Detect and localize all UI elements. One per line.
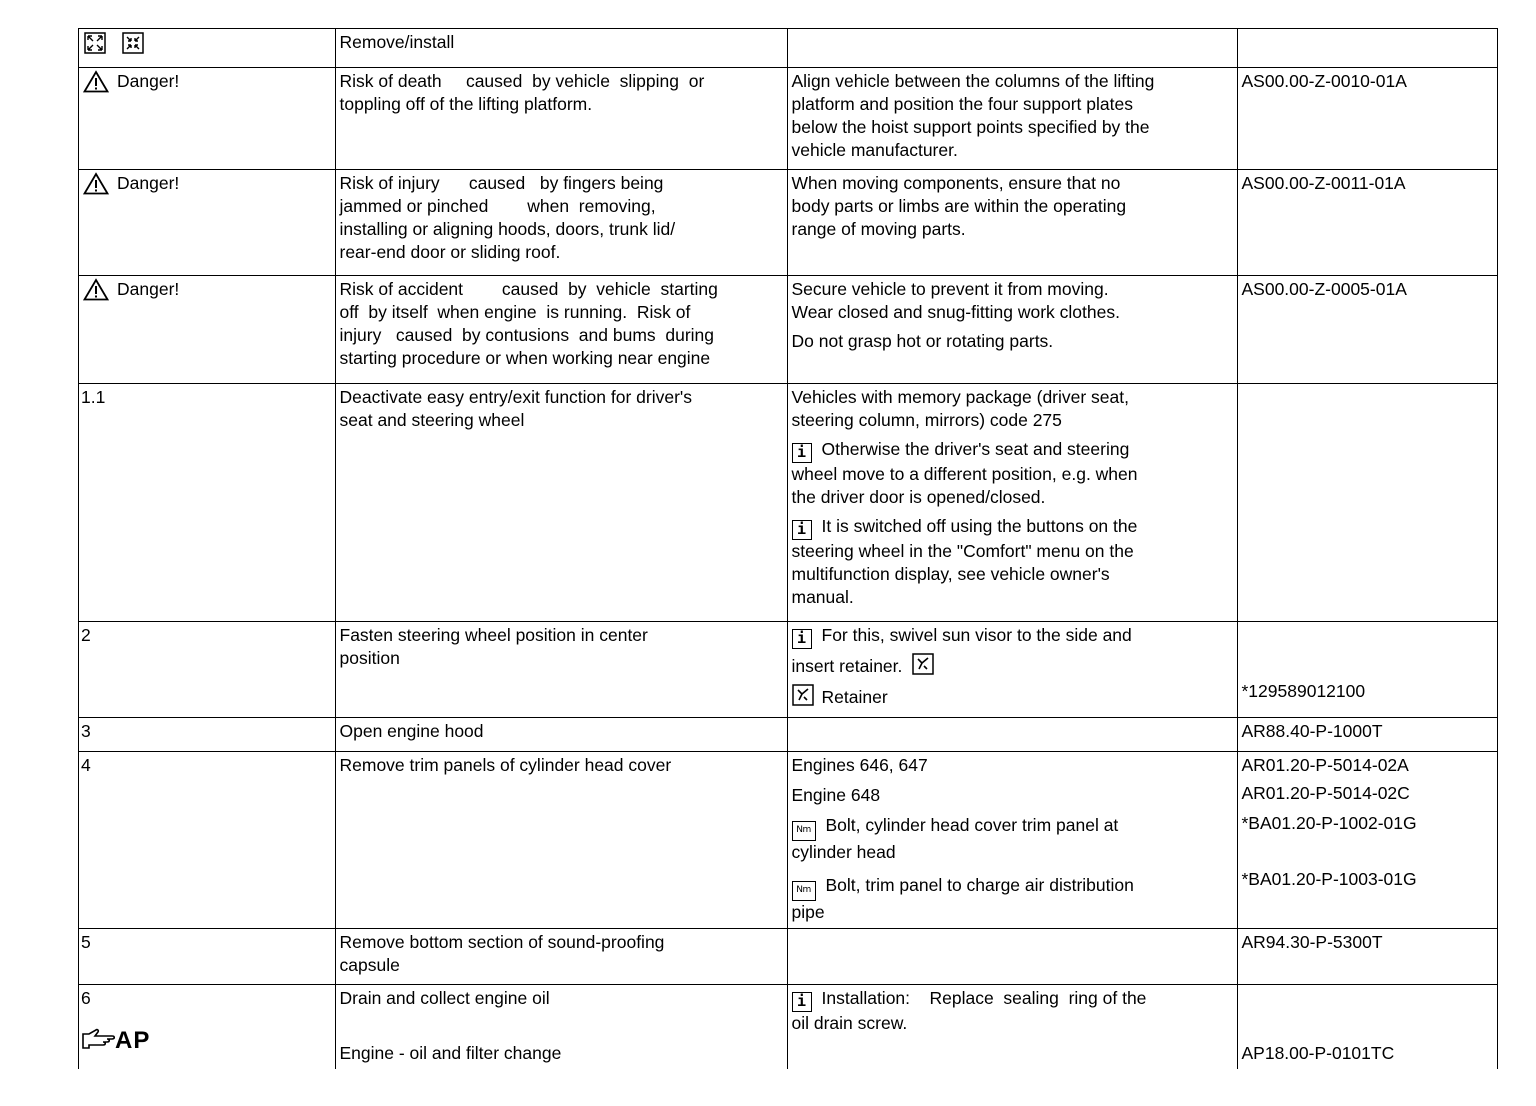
info-icon: i [792, 520, 812, 540]
special-tool-icon [792, 684, 814, 706]
special-tool-icon [912, 653, 934, 675]
ref-code[interactable]: AP18.00-P-0101TC [1241, 1043, 1395, 1063]
remove-install-icon [83, 31, 145, 55]
info-icon: i [792, 443, 812, 463]
header-title: Remove/install [335, 29, 787, 68]
danger-row: Danger! Risk of death caused by vehicle slipping or toppling off of the lifting platform. Align vehicle between the columns of the lifting platform and position the four support plates below the hoist support points specified by the vehicle manufacturer. AS00.00-Z-0010-01A [79, 68, 1497, 170]
torque-nm-icon: Nm [792, 821, 816, 841]
danger-label: Danger! [117, 71, 180, 91]
danger-label: Danger! [117, 279, 180, 299]
step-number: 4 [79, 752, 335, 929]
ref-code[interactable]: AR94.30-P-5300T [1237, 929, 1497, 985]
step-row: 1.1 Deactivate easy entry/exit function for driver's seat and steering wheel Vehicles with memory package (driver seat, steering column, mirrors) code 275 i Otherwise the driver's seat and steering wheel move to a different position, e.g. when the driver door is opened/closed. i It is switched off using the buttons on the steering wheel in the "Comfort" menu on the multifunction display, see vehicle owner's manual. [79, 384, 1497, 622]
danger-row: Danger! Risk of accident caused by vehicle starting off by itself when engine is running. Risk of injury caused by contusions and bums during starting procedure or when working near engine Secure vehicle to prevent it from moving. Wear closed and snug-fitting work clothes. Do not grasp hot or rotating parts. AS00.00-Z-0005-01A [79, 276, 1497, 384]
ref-code[interactable]: AS00.00-Z-0010-01A [1237, 68, 1497, 170]
info-icon: i [792, 629, 812, 649]
warning-triangle-icon [83, 172, 109, 195]
step-number: 5 [79, 929, 335, 985]
remove-install-icons [79, 29, 335, 68]
header-row [79, 29, 1497, 68]
procedure-table [78, 28, 1498, 1069]
ref-code[interactable]: AS00.00-Z-0005-01A [1237, 276, 1497, 384]
step-number: 6 [81, 988, 91, 1008]
ref-code[interactable]: AR01.20-P-5014-02C [1241, 783, 1410, 803]
warning-triangle-icon [83, 70, 109, 93]
step-row: 4 Remove trim panels of cylinder head cover Engines 646, 647 Engine 648 Nm Bolt, cylinder head cover trim panel at cylinder head Nm Bolt, trim panel to charge air distribution pipe AR01.20-P-5014-02A AR01.20-P-5014-02C *BA01.20-P-1002-01G *BA01.20-P-1003-01G [79, 752, 1497, 929]
step-row: 2 Fasten steering wheel position in center position i For this, swivel sun visor to the side and insert retainer. Retainer *129589012100 [79, 622, 1497, 718]
pointing-hand-icon [81, 1028, 115, 1050]
step-row: 3 Open engine hood AR88.40-P-1000T [79, 718, 1497, 752]
ref-code[interactable]: AR88.40-P-1000T [1237, 718, 1497, 752]
ref-code[interactable]: *BA01.20-P-1003-01G [1241, 869, 1417, 889]
ap-label: AP [115, 1027, 151, 1054]
warning-triangle-icon [83, 278, 109, 301]
tool-number[interactable]: *129589012100 [1241, 681, 1366, 701]
danger-row: Danger! Risk of injury caused by fingers being jammed or pinched when removing, installing or aligning hoods, doors, trunk lid/ rear-end door or sliding roof. When moving components, ensure that no body parts or limbs are within the operating range of moving parts. AS00.00-Z-0011-01A [79, 170, 1497, 276]
info-icon: i [792, 992, 812, 1012]
step-number: 2 [79, 622, 335, 718]
step-number: 3 [79, 718, 335, 752]
step-number: 1.1 [79, 384, 335, 622]
step-row: 5 Remove bottom section of sound-proofing capsule AR94.30-P-5300T [79, 929, 1497, 985]
torque-nm-icon: Nm [792, 881, 816, 901]
step-row: 6 AP Drain and collect engine oil Engine - oil and filter change i Installation: Replace sealing ring of the oil drain screw. AP18.00-P-0101TC [79, 985, 1497, 1070]
danger-label: Danger! [117, 173, 180, 193]
ref-code[interactable]: AS00.00-Z-0011-01A [1237, 170, 1497, 276]
ref-code[interactable]: *BA01.20-P-1002-01G [1241, 813, 1417, 833]
ap-action-link[interactable]: Engine - oil and filter change [339, 1043, 562, 1063]
ref-code[interactable]: AR01.20-P-5014-02A [1241, 755, 1409, 775]
